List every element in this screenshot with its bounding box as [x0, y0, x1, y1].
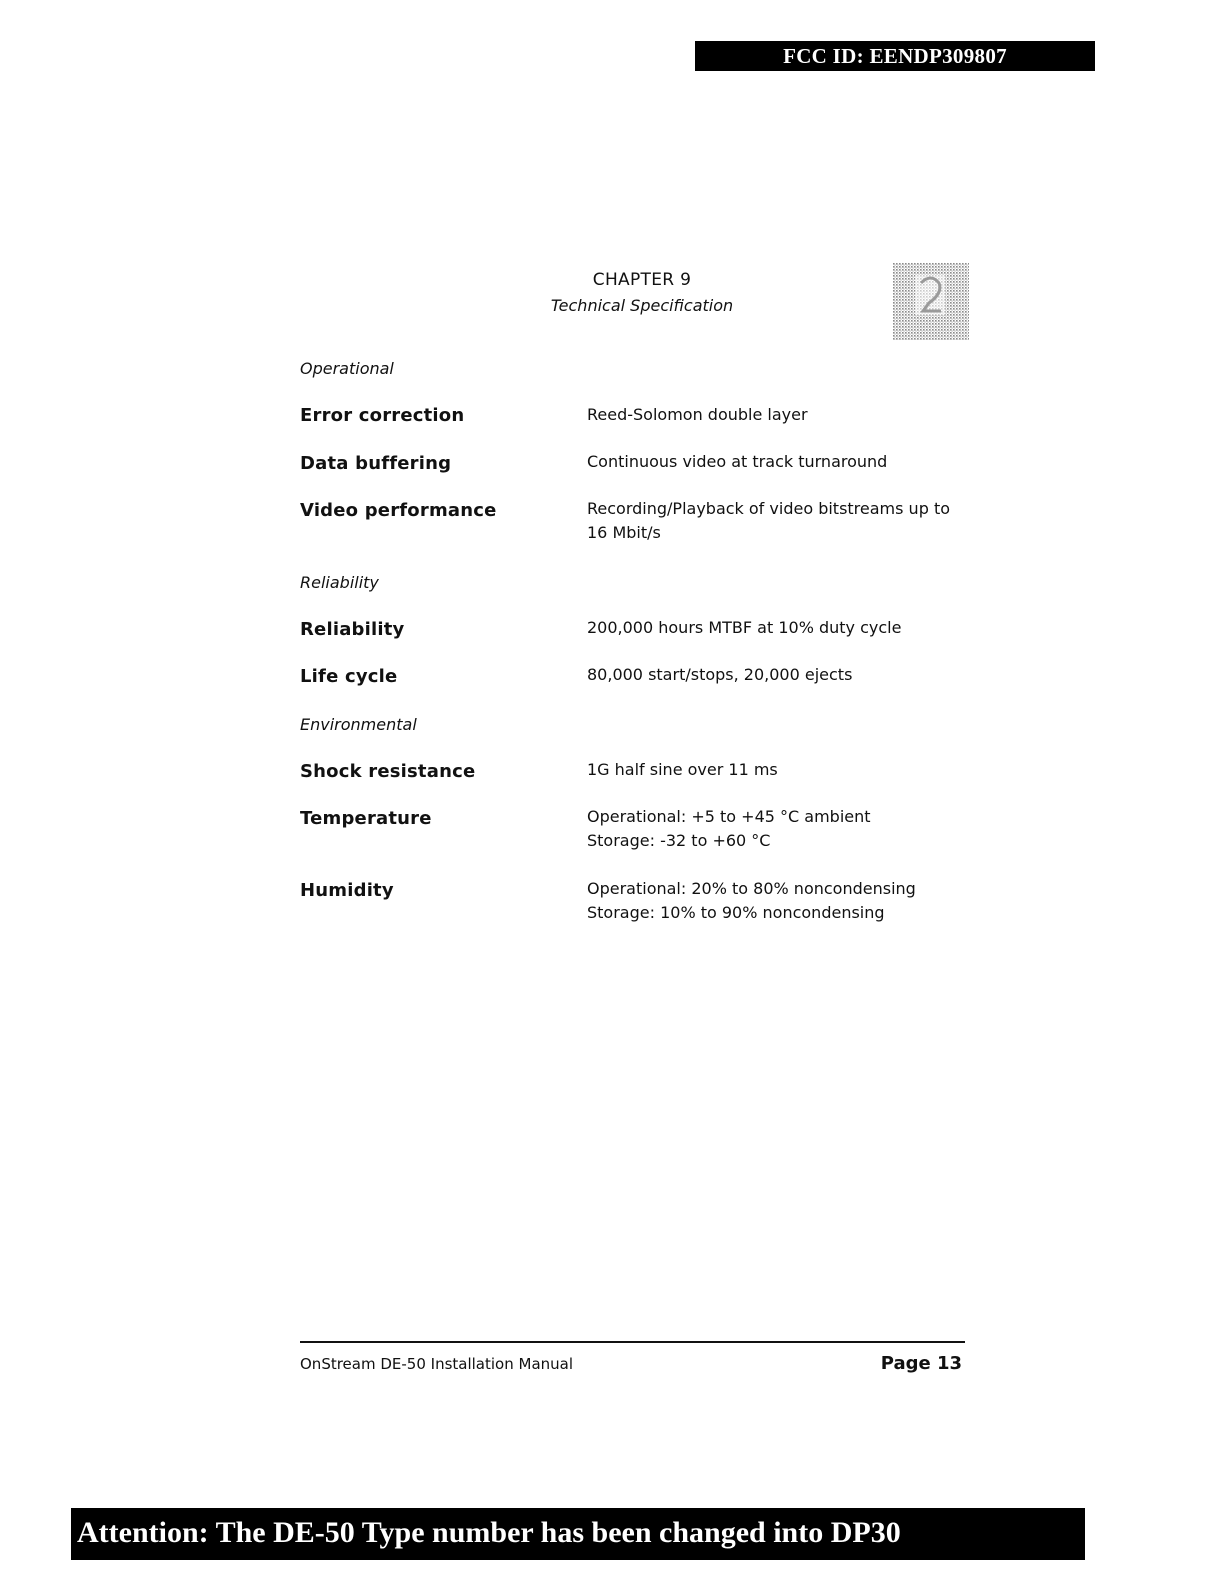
spec-value-line: 200,000 hours MTBF at 10% duty cycle	[587, 618, 902, 637]
spec-value-temperature	[587, 805, 967, 853]
attention-banner: Attention: The DE-50 Type number has been changed into DP30	[71, 1508, 1085, 1560]
footer-manual-title: OnStream DE-50 Installation Manual	[300, 1355, 574, 1373]
footer-divider	[300, 1341, 965, 1343]
spec-value-line: Operational: +5 to +45 °C ambient	[587, 807, 871, 826]
spec-value-error-correction	[587, 403, 967, 427]
spec-value-line: 16 Mbit/s	[587, 523, 661, 542]
section-heading-environmental: Environmental	[300, 715, 417, 734]
spec-value-line: Storage: -32 to +60 °C	[587, 831, 771, 850]
spec-value-line: 1G half sine over 11 ms	[587, 760, 778, 779]
spec-value-humidity	[587, 877, 967, 925]
spec-value-video-performance	[587, 497, 967, 545]
spec-label-shock-resistance: Shock resistance	[300, 761, 476, 782]
spec-value-shock-resistance	[587, 758, 967, 782]
spec-value-data-buffering	[587, 450, 967, 474]
spec-value-reliability	[587, 616, 967, 640]
spec-label-reliability: Reliability	[300, 619, 405, 640]
chapter-title: CHAPTER 9	[592, 270, 692, 290]
spec-value-line: Operational: 20% to 80% noncondensing	[587, 879, 916, 898]
halftone-chapter-emblem-icon	[893, 263, 969, 340]
spec-value-line: 80,000 start/stops, 20,000 ejects	[587, 665, 853, 684]
spec-label-life-cycle: Life cycle	[300, 666, 398, 687]
spec-value-line: Storage: 10% to 90% noncondensing	[587, 903, 885, 922]
spec-label-temperature: Temperature	[300, 808, 432, 829]
spec-label-humidity: Humidity	[300, 880, 394, 901]
section-heading-reliability: Reliability	[300, 573, 379, 592]
spec-label-error-correction: Error correction	[300, 405, 465, 426]
section-heading-operational: Operational	[300, 359, 394, 378]
spec-value-line: Reed-Solomon double layer	[587, 405, 808, 424]
spec-value-line: Continuous video at track turnaround	[587, 452, 888, 471]
fcc-id-banner: FCC ID: EENDP309807	[695, 41, 1095, 71]
spec-value-line: Recording/Playback of video bitstreams up to	[587, 499, 950, 518]
spec-value-life-cycle	[587, 663, 967, 687]
footer-page-number: Page 13	[880, 1353, 962, 1374]
spec-label-video-performance: Video performance	[300, 500, 497, 521]
chapter-subtitle: Technical Specification	[550, 296, 734, 315]
spec-label-data-buffering: Data buffering	[300, 453, 452, 474]
